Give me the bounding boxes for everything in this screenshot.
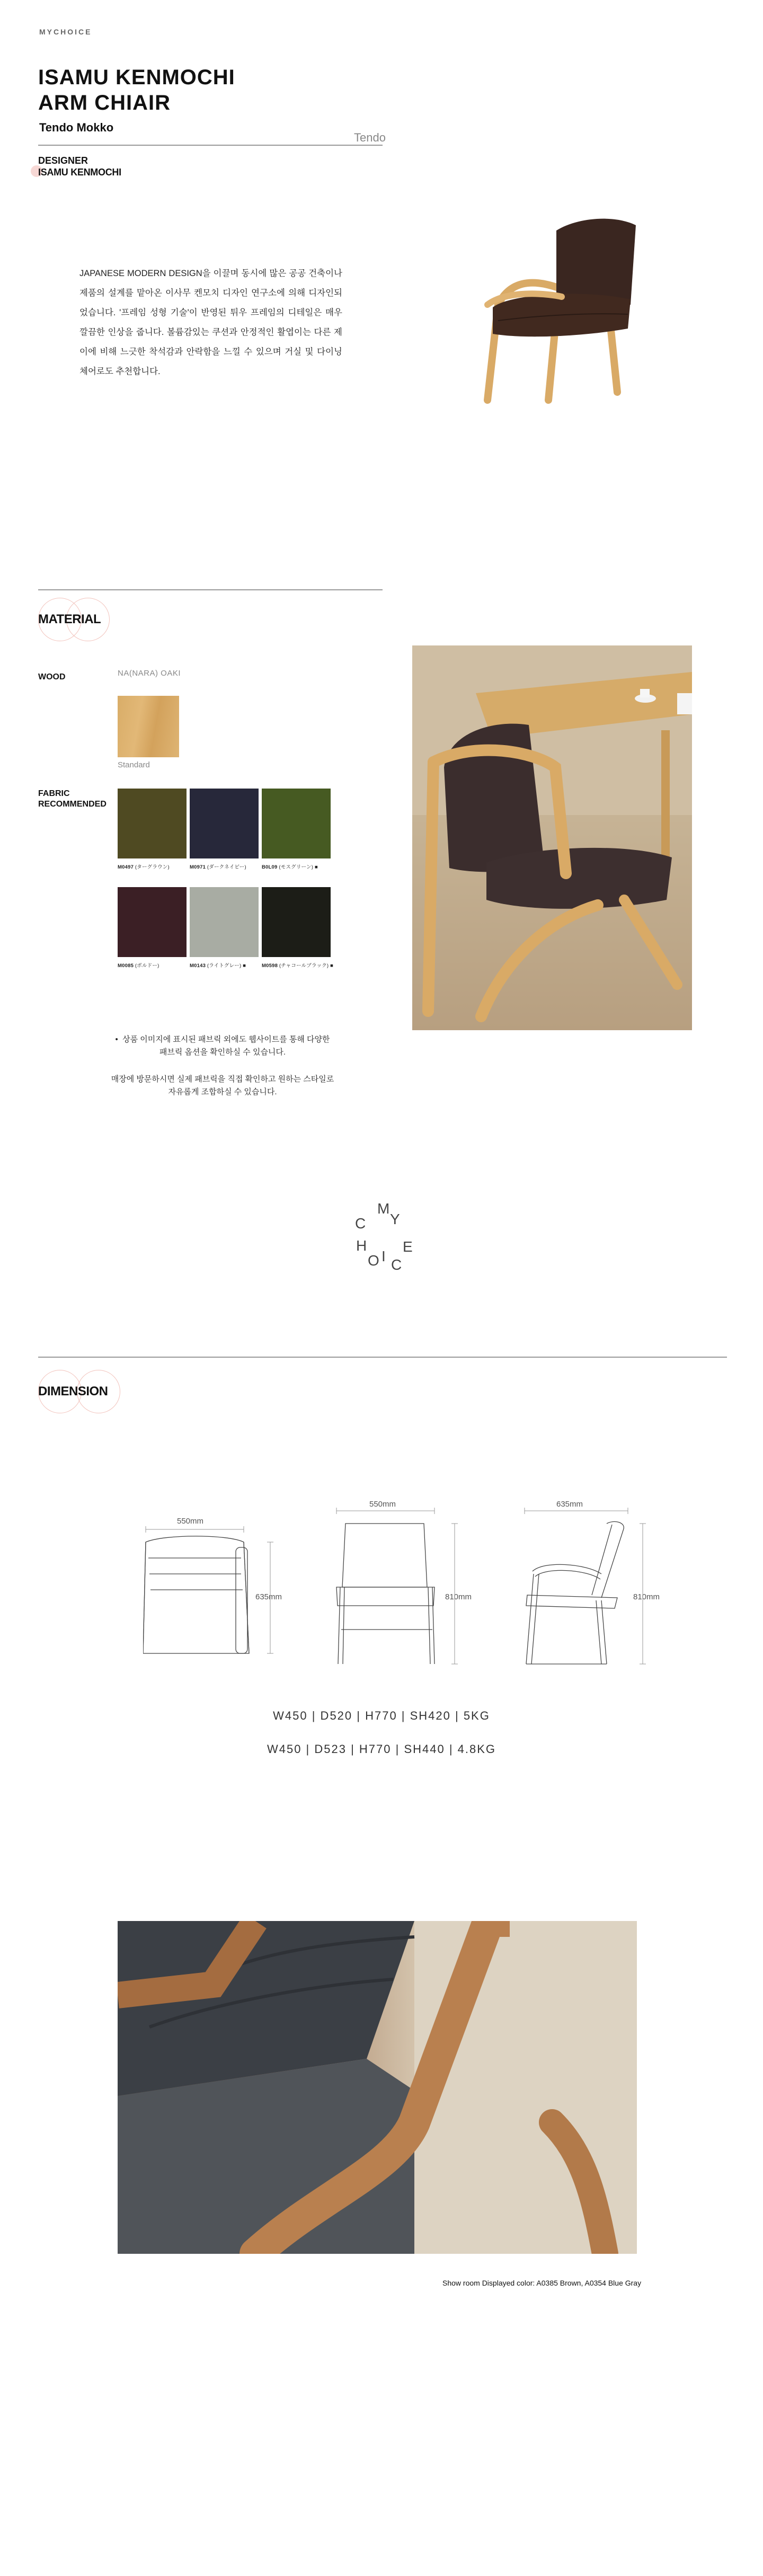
mark-letter-h: H — [356, 1237, 368, 1254]
fabric-code-label — [118, 961, 159, 969]
material-title: MATERIAL — [38, 612, 101, 626]
fabric-color-name: (ボルドー) — [135, 963, 159, 969]
fabric-label — [38, 789, 107, 810]
dimension-title: DIMENSION — [38, 1384, 108, 1398]
fabric-color-name: (モスグリーン) — [279, 864, 314, 870]
fabric-note-1-line2: 패브릭 옵션을 확인하실 수 있습니다. — [159, 1048, 286, 1057]
fabric-swatch[interactable] — [262, 789, 331, 858]
dimension-spec-2: W450 | D523 | H770 | SH440 | 4.8KG — [267, 1742, 496, 1756]
fabric-square-icon: ■ — [243, 963, 246, 969]
fabric-note-2 — [101, 1073, 344, 1099]
brand-logo[interactable]: MYCHOICE — [39, 28, 92, 36]
front-view-drawing — [334, 1508, 461, 1667]
fabric-note-1-line1: 상품 이미지에 표시된 패브릭 외에도 웹사이트를 통해 다양한 — [122, 1035, 330, 1044]
fabric-swatch[interactable] — [118, 789, 187, 858]
mark-letter-y: Y — [390, 1211, 401, 1227]
fabric-code: B0L09 — [262, 864, 278, 870]
product-title — [38, 65, 235, 116]
fabric-code: M0085 — [118, 963, 134, 969]
photo-caption: Show room Displayed color: A0385 Brown, A0354 Blue Gray — [442, 2279, 642, 2287]
fabric-label-line1: FABRIC — [38, 789, 70, 798]
fabric-code: M0598 — [262, 963, 278, 969]
maker-name: Tendo Mokko — [39, 121, 114, 134]
wood-swatch[interactable] — [118, 696, 179, 757]
fabric-code: M0971 — [190, 864, 206, 870]
fabric-label-line2: RECOMMENDED — [38, 800, 107, 809]
product-description: JAPANESE MODERN DESIGN을 이끌며 동시에 많은 공공 건축이나 제품의 설계를 맡아온 이사무 켄모치 디자인 연구소에 의해 디자인되었습니다. '프레임 성형 기술'이 반영된 튀우 프레임의 디테일은 매우 깔끔한 인상을 줍니다. 볼륨감있는 쿠션과 안정적인 활엽이는 다른 제이에 비해 느긋한 착석감과 안락함을 느낄 수 있으며 거실 및 다이닝 체어로도 추천합니다. — [79, 269, 342, 376]
fabric-code-label — [190, 863, 246, 870]
wood-label: WOOD — [38, 672, 66, 681]
mark-letter-i: I — [382, 1248, 387, 1264]
fabric-note-2-line1: 매장에 방문하시면 실제 패브릭을 직접 확인하고 원하는 스타일로 — [111, 1075, 334, 1084]
designer-name: ISAMU KENMOCHI — [38, 167, 121, 178]
fabric-note-1 — [101, 1033, 344, 1059]
fabric-code: M0143 — [190, 963, 206, 969]
fabric-swatch[interactable] — [262, 887, 331, 957]
fabric-note-2-line2: 자유롭게 조합하실 수 있습니다. — [168, 1087, 277, 1096]
fabric-square-icon: ■ — [314, 864, 318, 870]
product-title-line2: ARM CHIAIR — [38, 91, 171, 114]
fabric-code-label — [262, 961, 333, 969]
dining-room-photo — [412, 645, 692, 1030]
front-view-height-label: 810mm — [445, 1592, 472, 1601]
fabric-color-name: (チャコールブラック) — [279, 963, 329, 969]
top-view-depth-label: 635mm — [255, 1592, 282, 1601]
header-divider — [38, 145, 383, 146]
maker-short: Tendo — [354, 131, 386, 144]
fabric-color-name: (ライトグレー) — [207, 963, 242, 969]
fabric-swatch[interactable] — [190, 789, 259, 858]
mark-letter-c2: C — [391, 1256, 403, 1273]
dimension-divider — [38, 1357, 727, 1358]
side-view-height-label: 810mm — [633, 1592, 660, 1601]
fabric-note-bullet: • — [115, 1035, 123, 1044]
mychoice-mark — [350, 1190, 419, 1274]
fabric-code-label — [262, 863, 318, 870]
fabric-swatch[interactable] — [190, 887, 259, 957]
product-title-line1: ISAMU KENMOCHI — [38, 66, 235, 89]
wood-name: NA(NARA) OAKI — [118, 669, 181, 678]
detail-closeup-scene — [118, 1921, 637, 2254]
top-view-drawing — [143, 1526, 281, 1659]
material-divider — [38, 589, 383, 590]
designer-label: DESIGNER — [38, 155, 88, 166]
dimension-spec-1: W450 | D520 | H770 | SH420 | 5KG — [273, 1709, 490, 1722]
hero-chair-image — [477, 209, 652, 405]
fabric-swatch[interactable] — [118, 887, 187, 957]
mark-letter-m: M — [377, 1200, 391, 1217]
mark-letter-c1: C — [355, 1215, 367, 1232]
fabric-code: M0497 — [118, 864, 134, 870]
fabric-code-label — [190, 961, 246, 969]
top-view-width-label: 550mm — [177, 1517, 204, 1526]
side-view-drawing — [522, 1508, 649, 1667]
fabric-square-icon: ■ — [330, 963, 334, 969]
mark-letter-o: O — [368, 1252, 380, 1269]
side-view-depth-label: 635mm — [556, 1500, 583, 1509]
fabric-color-name: (ターグラウン) — [135, 864, 170, 870]
wood-standard-label: Standard — [118, 760, 150, 769]
dining-room-photo-scene — [412, 645, 692, 1030]
detail-closeup-photo — [118, 1921, 637, 2254]
fabric-code-label — [118, 863, 170, 870]
front-view-width-label: 550mm — [369, 1500, 396, 1509]
fabric-color-name: (ダークネイビー) — [207, 864, 246, 870]
mark-letter-e: E — [403, 1238, 414, 1255]
